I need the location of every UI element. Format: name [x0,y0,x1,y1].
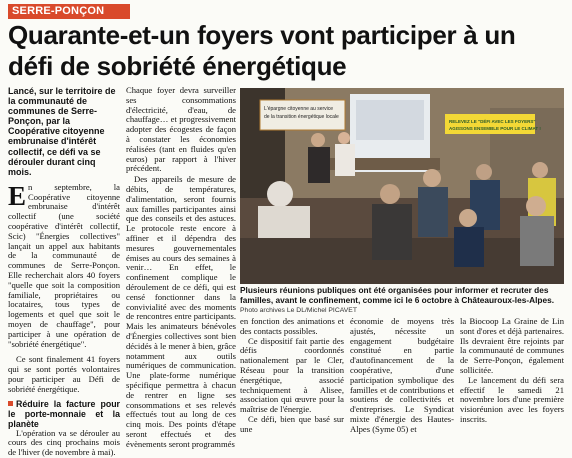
svg-text:RELEVEZ LE "DÉFI AVEC LES FOYE: RELEVEZ LE "DÉFI AVEC LES FOYERS" [449,119,536,124]
paragraph: Ce sont finalement 41 foyers qui se sont portés volontaires pour participer au Défi de sobriété énergétique. [8,354,120,394]
square-bullet-icon [8,401,13,406]
photo-credit: Photo archives Le DL/Michel PICAVET [240,307,357,314]
article-column-4 [350,317,454,435]
paragraph: En septembre, la Coopérative citoyenne embrunaise d'intérêt collectif (une société coopérative d'intérêt collectif, Scic) "Énergies collectives" lançait un appel aux habitants de la communauté de communes de Serre-Ponçon. Elle recherchait alors 40 foyers "quelle que soit la composition familiale, propriétaires ou locataires, tous types de logements et quel que soit le moyen de chauffage", pour participer à une opération de "sobriété énergétique". [8,180,120,349]
paragraph: économie de moyens très ajustés, nécessite un engagement budgétaire constitué en partie d'autofinancement de la coopérative, d'une participation symbolique des familles et de contributions et soutiens de collectivités et d'entreprises. Le Syndicat mixte d'énergie des Hautes-Alpes (Syme 05) et [350,316,454,434]
paragraph: la Biocoop La Graine de Lin sont d'ores et déjà partenaires. Ils devraient être rejoints par la communauté de communes de Serre-Ponçon, également sollicitée. [460,316,564,375]
article-headline: Quarante-et-un foyers vont participer à un défi de sobriété énergétique [8,20,516,81]
article-column-5 [460,317,564,425]
paragraph: Des appareils de mesure de débits, de températures, d'alimentation, seront fournis aux familles participantes ainsi que des conseils et des astuces. Le protocole reste encore à affiner et il dépendra des mesures gouvernementales émises au cours des semaines à venir… En effet, le confinement complique le déroulement de ce défi, qui est censé fonctionner dans la convivialité avec des moments de rencontres entre participants. Mais les animateurs bénévoles d'Énergies collectives sont bien décidés à le mener à bien, grâce notamment aux outils numériques de communication. Une plate-forme numérique spécifique permettra à chacun de rentrer en ligne ses consommations et ses relevés effectués tout au long de ces cinq mois. Des points d'étape seront effectués et des évènements seront programmés [126,174,236,449]
paragraph: Ce dispositif fait partie des défis coordonnés nationalement par le Cler, Réseau pour la transition énergétique, associé techniquement à Alisee, association qui œuvre pour la maîtrise de l'énergie. [240,335,344,415]
svg-text:AGISSONS ENSEMBLE POUR LE CLIM: AGISSONS ENSEMBLE POUR LE CLIMAT ! [449,126,541,131]
paragraph: L'opération va se dérouler au cours des cinq prochains mois de l'hiver (de novembre à mai). [8,427,120,458]
article-column-1 [8,86,120,458]
paragraph: Le lancement du défi sera effectif le samedi 21 novembre lors d'une première visioréunion avec les foyers inscrits. [460,374,564,424]
paragraph: Ce défi, bien que basé sur une [240,413,344,434]
drop-cap: E [8,180,27,211]
article-column-2 [126,86,236,449]
subheading: Réduire la facture pour le porte-monnaie et la planète [8,398,120,429]
svg-text:L'épargne citoyenne au service: L'épargne citoyenne au service [264,106,334,112]
svg-text:de la transition énergétique l: de la transition énergétique locale [264,114,339,120]
paragraph: en fonction des animations et des contacts possibles. [240,316,344,336]
paragraph: Chaque foyer devra surveiller ses consommations d'électricité, d'eau, de chauffage… et progressivement adopter des écogestes de façon à constater les économies réalisées (tant en fluides qu'en euros) par rapport à l'hiver précédent. [126,85,236,174]
photo-caption: Plusieurs réunions publiques ont été organisées pour informer et recruter des familles, avant le confinement, comme ici le 6 octobre à Châteauroux-les-Alpes. [240,285,554,305]
article-lead: Lancé, sur le territoire de la communauté de communes de Serre-Ponçon, par la Coopérative citoyenne embrunaise d'intérêt collectif, ce défi va se dérouler durant cinq mois. [8,86,116,177]
article-photo [240,88,564,284]
section-kicker: SERRE-PONÇON [8,4,130,19]
article-column-3 [240,317,344,435]
